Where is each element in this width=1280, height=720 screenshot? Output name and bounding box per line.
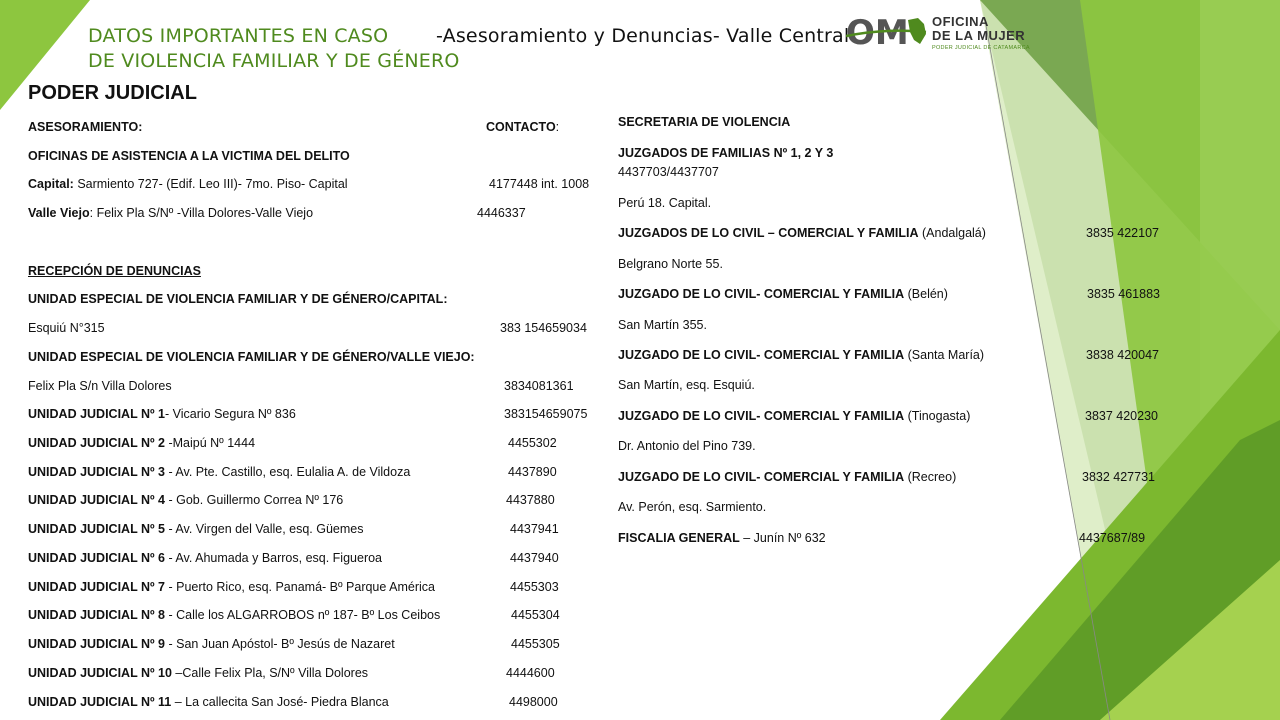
unidad-judicial-phone: 4498000 xyxy=(509,695,558,709)
asesoramiento-label: ASESORAMIENTO: xyxy=(28,120,143,134)
unidad-judicial-phone: 4444600 xyxy=(506,666,555,680)
logo-line3: PODER JUDICIAL DE CATAMARCA xyxy=(932,45,1030,51)
unidad-judicial-phone: 4455302 xyxy=(508,436,557,450)
valle-viejo-phone: 4446337 xyxy=(477,206,526,220)
juzgados-familias-phones: 4437703/4437707 xyxy=(618,165,719,179)
unidad-judicial-row: UNIDAD JUDICIAL Nº 5 - Av. Virgen del Valle, esq. Güemes xyxy=(28,522,364,536)
juzgado-address: San Martín, esq. Esquiú. xyxy=(618,378,755,392)
juzgado-address: San Martín 355. xyxy=(618,318,707,332)
capital-label: Capital: xyxy=(28,177,74,191)
oficina-mujer-logo-icon xyxy=(846,10,942,54)
unidad-especial-capital-phone: 383 154659034 xyxy=(500,321,587,335)
secretaria-violencia-title: SECRETARIA DE VIOLENCIA xyxy=(618,115,791,129)
juzgado-row: JUZGADO DE LO CIVIL- COMERCIAL Y FAMILIA (Santa María) xyxy=(618,348,985,362)
juzgado-address: Dr. Antonio del Pino 739. xyxy=(618,439,756,453)
unidad-judicial-phone: 4455304 xyxy=(511,608,560,622)
juzgado-phone: 3837 420230 xyxy=(1085,409,1158,423)
juzgados-familias-title: JUZGADOS DE FAMILIAS Nº 1, 2 Y 3 xyxy=(618,146,834,160)
juzgado-phone: 3838 420047 xyxy=(1086,348,1159,362)
page-subtitle: -Asesoramiento y Denuncias- Valle Central xyxy=(436,25,850,47)
oficinas-asistencia-title: OFICINAS DE ASISTENCIA A LA VICTIMA DEL DELITO xyxy=(28,149,350,163)
juzgado-phone: 3835 461883 xyxy=(1087,287,1160,301)
unidad-judicial-row: UNIDAD JUDICIAL Nº 9 - San Juan Apóstol- Bº Jesús de Nazaret xyxy=(28,637,395,651)
unidad-judicial-phone: 383154659075 xyxy=(504,407,588,421)
logo-line2: DE LA MUJER xyxy=(932,28,1026,43)
unidad-especial-capital-address: Esquiú N°315 xyxy=(28,321,105,335)
unidad-judicial-row: UNIDAD JUDICIAL Nº 2 -Maipú Nº 1444 xyxy=(28,436,256,450)
logo-line1: OFICINA xyxy=(932,14,989,29)
juzgado-address: Av. Perón, esq. Sarmiento. xyxy=(618,500,767,514)
unidad-judicial-phone: 4455305 xyxy=(511,637,560,651)
juzgados-familias-address: Perú 18. Capital. xyxy=(618,196,712,210)
unidad-especial-vv-title: UNIDAD ESPECIAL DE VIOLENCIA FAMILIAR Y DE GÉNERO/VALLE VIEJO: xyxy=(28,350,475,364)
unidad-especial-vv-phone: 3834081361 xyxy=(504,379,574,393)
juzgado-address: Belgrano Norte 55. xyxy=(618,257,723,271)
juzgado-row: JUZGADO DE LO CIVIL- COMERCIAL Y FAMILIA (Tinogasta) xyxy=(618,409,971,423)
unidad-judicial-row: UNIDAD JUDICIAL Nº 6 - Av. Ahumada y Barros, esq. Figueroa xyxy=(28,551,383,565)
unidad-judicial-row: UNIDAD JUDICIAL Nº 4 - Gob. Guillermo Correa Nº 176 xyxy=(28,493,344,507)
unidad-judicial-phone: 4455303 xyxy=(510,580,559,594)
poder-judicial-heading: PODER JUDICIAL xyxy=(28,82,197,104)
recepcion-denuncias-title: RECEPCIÓN DE DENUNCIAS xyxy=(28,264,201,278)
fiscalia-general-row: FISCALIA GENERAL – Junín Nº 632 xyxy=(618,531,826,545)
juzgado-phone: 3832 427731 xyxy=(1082,470,1155,484)
logo-mark: OM xyxy=(846,13,909,53)
unidad-judicial-row: UNIDAD JUDICIAL Nº 3 - Av. Pte. Castillo, esq. Eulalia A. de Vildoza xyxy=(28,465,411,479)
valle-viejo-address: : Felix Pla S/Nº -Villa Dolores-Valle Viejo xyxy=(89,206,314,220)
juzgado-row: JUZGADO DE LO CIVIL- COMERCIAL Y FAMILIA (Belén) xyxy=(618,287,948,301)
unidad-judicial-phone: 4437890 xyxy=(508,465,557,479)
unidad-judicial-row: UNIDAD JUDICIAL Nº 11 – La callecita San José- Piedra Blanca xyxy=(28,695,389,709)
unidad-judicial-row: UNIDAD JUDICIAL Nº 1- Vicario Segura Nº 836 xyxy=(28,407,296,421)
juzgado-phone: 3835 422107 xyxy=(1086,226,1159,240)
unidad-judicial-row: UNIDAD JUDICIAL Nº 7 - Puerto Rico, esq. Panamá- Bº Parque América xyxy=(28,580,435,594)
unidad-judicial-row: UNIDAD JUDICIAL Nº 8 - Calle los ALGARROBOS nº 187- Bº Los Ceibos xyxy=(28,608,441,622)
unidad-judicial-phone: 4437941 xyxy=(510,522,559,536)
capital-phone: 4177448 int. 1008 xyxy=(489,177,590,191)
juzgado-row: JUZGADOS DE LO CIVIL – COMERCIAL Y FAMILIA (Andalgalá) xyxy=(618,226,986,240)
fiscalia-general-phone: 4437687/89 xyxy=(1079,531,1146,545)
unidad-judicial-phone: 4437940 xyxy=(510,551,559,565)
page-title-line1: DATOS IMPORTANTES EN CASO xyxy=(88,25,389,47)
unidad-especial-vv-address: Felix Pla S/n Villa Dolores xyxy=(28,379,172,393)
unidad-judicial-row: UNIDAD JUDICIAL Nº 10 –Calle Felix Pla, S/Nº Villa Dolores xyxy=(28,666,369,680)
valle-viejo-label: Valle Viejo xyxy=(28,206,90,220)
unidad-judicial-phone: 4437880 xyxy=(506,493,555,507)
valle-viejo-office-row xyxy=(28,206,313,220)
capital-office-row xyxy=(28,177,348,191)
unidad-especial-capital-title: UNIDAD ESPECIAL DE VIOLENCIA FAMILIAR Y DE GÉNERO/CAPITAL: xyxy=(28,292,448,306)
contacto-label: CONTACTO: xyxy=(486,120,560,134)
juzgado-row: JUZGADO DE LO CIVIL- COMERCIAL Y FAMILIA (Recreo) xyxy=(618,470,957,484)
capital-address: Sarmiento 727- (Edif. Leo III)- 7mo. Piso- Capital xyxy=(73,177,348,191)
page-title-line2: DE VIOLENCIA FAMILIAR Y DE GÉNERO xyxy=(88,50,460,72)
